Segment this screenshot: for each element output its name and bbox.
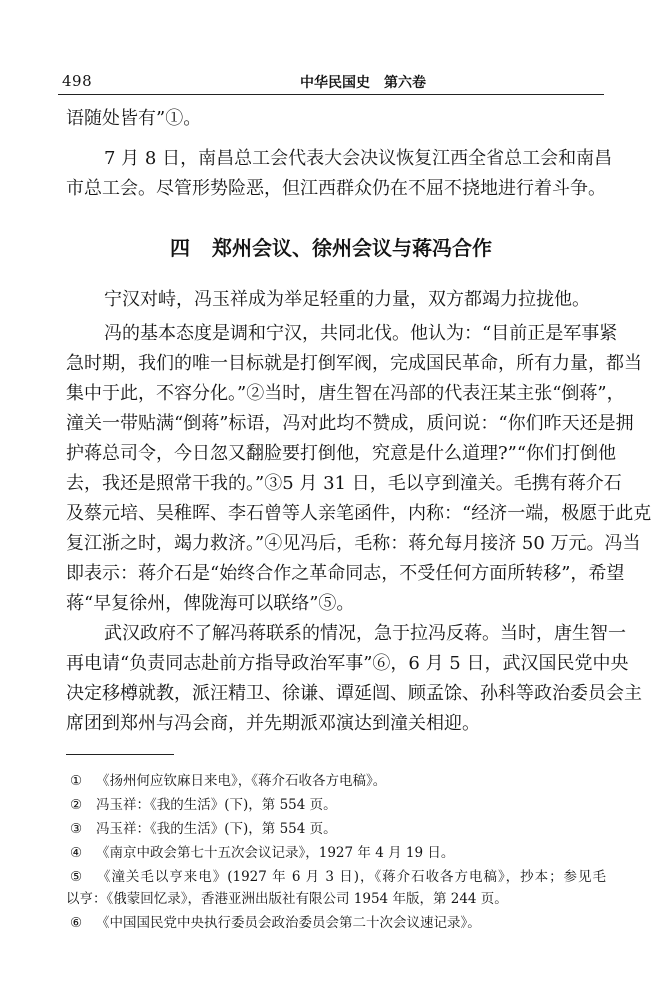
body-line: 集中于此，不容分化。”②当时，唐生智在冯部的代表汪某主张“倒蒋”， — [66, 383, 625, 404]
footnote-continuation: 以亨：《俄蒙回忆录》，香港亚洲出版社有限公司 1954 年版，第 244 页。 — [66, 891, 508, 907]
footnote-text: 《扬州何应钦麻日来电》，《蒋介石收各方电稿》。 — [96, 773, 387, 789]
body-line: 蒋“早复徐州，俾陇海可以联络”⑤。 — [66, 593, 355, 614]
footnote — [66, 866, 606, 889]
footnote — [66, 770, 606, 793]
section-title: 郑州会议、徐州会议与蒋冯合作 — [212, 236, 492, 260]
footnote-text: 《中国国民党中央执行委员会政治委员会第二十次会议速记录》。 — [96, 915, 481, 931]
page-number: 498 — [62, 72, 93, 90]
footnote-text: 《潼关毛以亨来电》(1927 年 6 月 3 日)，《蒋介石收各方电稿》，抄本；参见毛 — [96, 869, 606, 885]
footnote-marker: ⑥ — [70, 915, 83, 931]
section-number: 四 — [170, 236, 190, 260]
footnote — [66, 818, 606, 841]
footnote — [66, 842, 606, 865]
body-line: 冯的基本态度是调和宁汉，共同北伐。他认为：“目前正是军事紧 — [104, 323, 618, 344]
section-heading — [170, 232, 492, 261]
body-line: 复江浙之时，竭力救济。”④见冯后，毛称：蒋允每月接济 50 万元。冯当 — [66, 533, 641, 554]
footnote — [66, 912, 606, 935]
body-line: 语随处皆有”①。 — [66, 108, 202, 129]
body-line: 再电请“负责同志赴前方指导政治军事”⑥，6 月 5 日，武汉国民党中央 — [66, 653, 629, 674]
body-line: 去，我还是照常干我的。”③5 月 31 日，毛以亨到潼关。毛携有蒋介石 — [66, 473, 622, 494]
running-title: 中华民国史 第六卷 — [300, 75, 426, 91]
footnote-marker: ③ — [70, 821, 83, 837]
footnote-text: 冯玉祥：《我的生活》(下)，第 554 页。 — [96, 797, 337, 813]
body-line: 护蒋总司令，今日忽又翻脸要打倒他，究意是什么道理?”“你们打倒他 — [66, 443, 617, 464]
body-line: 7 月 8 日，南昌总工会代表大会决议恢复江西全省总工会和南昌 — [104, 148, 613, 169]
footnote-rule — [66, 754, 174, 755]
body-line: 及蔡元培、吴稚晖、李石曾等人亲笔函件，内称：“经济一端，极愿于此克 — [66, 503, 652, 524]
footnote-marker: ② — [70, 797, 83, 813]
body-line: 武汉政府不了解冯蒋联系的情况，急于拉冯反蒋。当时，唐生智一 — [104, 623, 626, 644]
page-header — [58, 69, 606, 93]
body-line: 席团到郑州与冯会商，并先期派邓演达到潼关相迎。 — [66, 713, 480, 734]
footnote-marker: ① — [70, 773, 83, 789]
body-line: 市总工会。尽管形势险恶，但江西群众仍在不屈不挠地进行着斗争。 — [66, 178, 606, 199]
footnote-text: 冯玉祥：《我的生活》(下)，第 554 页。 — [96, 821, 337, 837]
footnote-text: 《南京中政会第七十五次会议记录》，1927 年 4 月 19 日。 — [96, 845, 455, 861]
footnote — [66, 794, 606, 817]
body-line: 决定移樽就教，派汪精卫、徐谦、谭延闿、顾孟馀、孙科等政治委员会主 — [66, 683, 642, 704]
body-line: 宁汉对峙，冯玉祥成为举足轻重的力量，双方都竭力拉拢他。 — [104, 289, 590, 310]
footnote-marker: ⑤ — [70, 869, 83, 885]
body-line: 潼关一带贴满“倒蒋”标语，冯对此均不赞成，质问说：“你们昨天还是拥 — [66, 413, 634, 434]
body-line: 即表示：蒋介石是“始终合作之革命同志，不受任何方面所转移”，希望 — [66, 563, 625, 584]
header-rule — [58, 94, 604, 95]
body-line: 急时期，我们的唯一目标就是打倒军阀，完成国民革命，所有力量，都当 — [66, 353, 642, 374]
footnote-marker: ④ — [70, 845, 83, 861]
